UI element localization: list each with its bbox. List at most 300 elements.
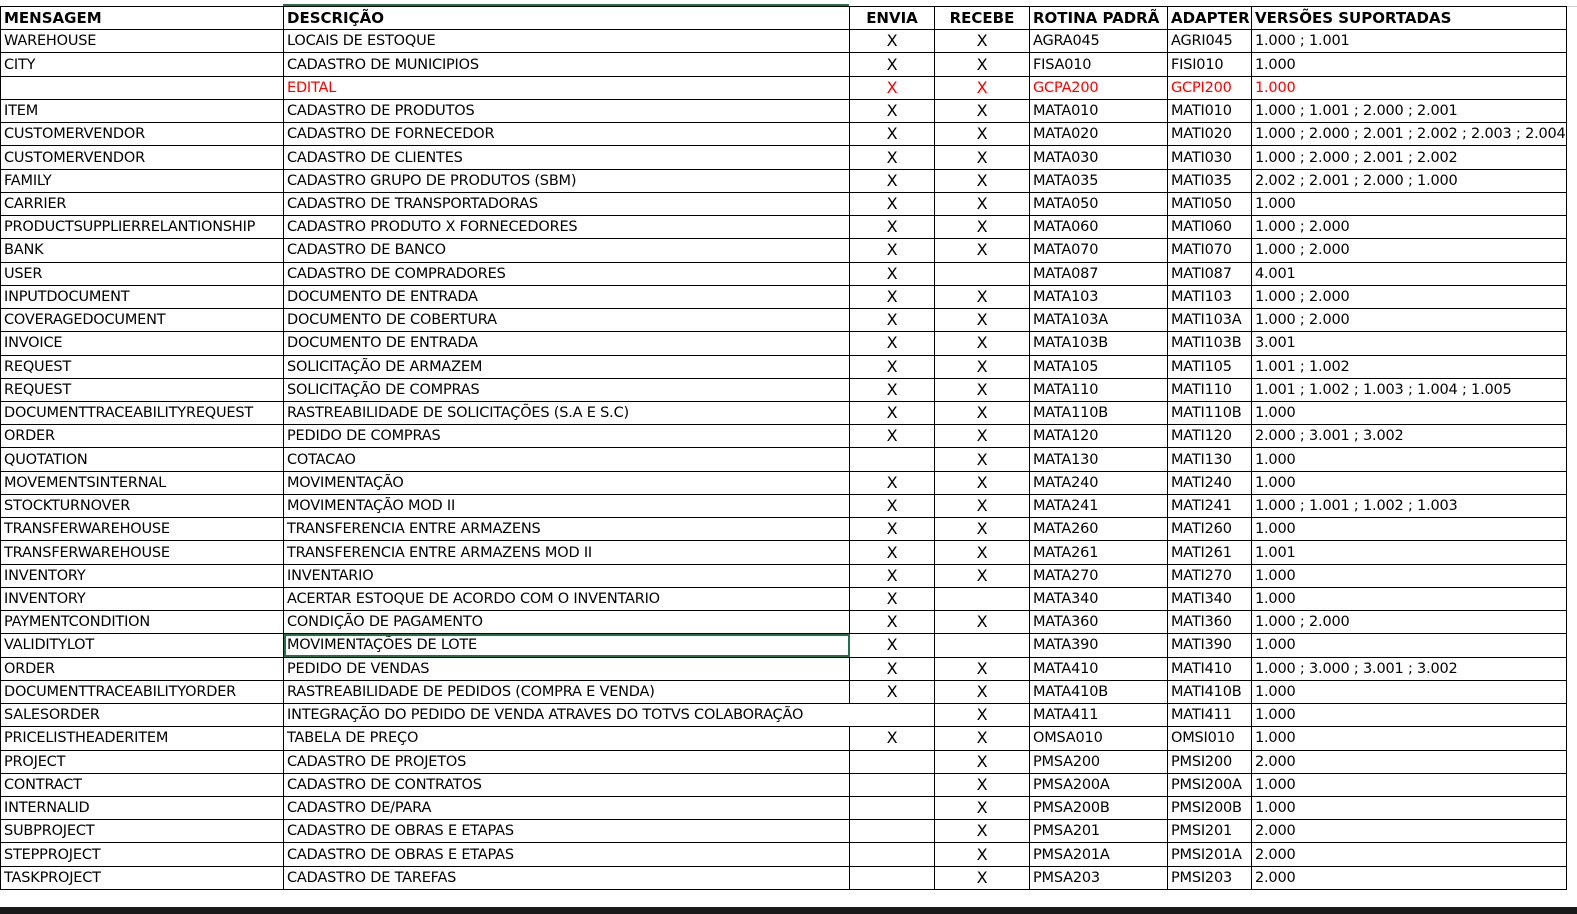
cell-envia[interactable]: [850, 820, 935, 843]
table-row: [1, 750, 1567, 773]
cell-mensagem[interactable]: STOCKTURNOVER: [1, 494, 284, 517]
cell-rotina[interactable]: PMSA201A: [1030, 843, 1168, 866]
cell-rotina[interactable]: MATA087: [1030, 262, 1168, 285]
cell-descricao[interactable]: PEDIDO DE VENDAS: [284, 657, 850, 680]
cell-rotina[interactable]: MATA261: [1030, 541, 1168, 564]
table-row: [1, 657, 1567, 680]
cell-envia[interactable]: X: [850, 425, 935, 448]
table-row: [1, 285, 1567, 308]
cell-recebe[interactable]: X: [935, 99, 1030, 122]
cell-rotina[interactable]: PMSA200B: [1030, 796, 1168, 819]
cell-versoes[interactable]: 3.001: [1252, 332, 1567, 355]
cell-mensagem[interactable]: INTERNALID: [1, 796, 284, 819]
cell-envia[interactable]: X: [850, 309, 935, 332]
cell-rotina[interactable]: MATA103: [1030, 285, 1168, 308]
cell-adapter[interactable]: MATI103A: [1168, 309, 1252, 332]
cell-adapter[interactable]: PMSI200: [1168, 750, 1252, 773]
cell-versoes[interactable]: 1.000 ; 3.000 ; 3.001 ; 3.002: [1252, 657, 1567, 680]
cell-versoes[interactable]: 1.000: [1252, 471, 1567, 494]
cell-envia[interactable]: X: [850, 471, 935, 494]
table-row: [1, 169, 1567, 192]
cell-rotina[interactable]: MATA410B: [1030, 680, 1168, 703]
cell-adapter[interactable]: GCPI200: [1168, 76, 1252, 99]
cell-envia[interactable]: X: [850, 564, 935, 587]
cell-recebe[interactable]: X: [935, 76, 1030, 99]
cell-mensagem[interactable]: REQUEST: [1, 355, 284, 378]
cell-rotina[interactable]: MATA050: [1030, 192, 1168, 215]
cell-descricao[interactable]: INTEGRAÇÃO DO PEDIDO DE VENDA ATRAVES DO TOTVS COLABORAÇÃO: [284, 704, 850, 727]
table-row: [1, 53, 1567, 76]
cell-versoes[interactable]: 2.000: [1252, 750, 1567, 773]
cell-mensagem[interactable]: CITY: [1, 53, 284, 76]
cell-descricao[interactable]: DOCUMENTO DE ENTRADA: [284, 332, 850, 355]
cell-recebe[interactable]: X: [935, 704, 1030, 727]
table-row: [1, 216, 1567, 239]
cell-adapter[interactable]: MATI070: [1168, 239, 1252, 262]
cell-envia[interactable]: X: [850, 216, 935, 239]
cell-versoes[interactable]: 1.000: [1252, 773, 1567, 796]
cell-descricao[interactable]: DOCUMENTO DE ENTRADA: [284, 285, 850, 308]
table-row: [1, 401, 1567, 424]
table-row: [1, 448, 1567, 471]
cell-rotina[interactable]: MATA103B: [1030, 332, 1168, 355]
cell-descricao[interactable]: CADASTRO DE CLIENTES: [284, 146, 850, 169]
cell-recebe[interactable]: X: [935, 309, 1030, 332]
cell-versoes[interactable]: 2.000: [1252, 843, 1567, 866]
cell-adapter[interactable]: FISI010: [1168, 53, 1252, 76]
cell-descricao[interactable]: CADASTRO DE PROJETOS: [284, 750, 850, 773]
cell-versoes[interactable]: 1.000: [1252, 401, 1567, 424]
cell-mensagem[interactable]: PROJECT: [1, 750, 284, 773]
cell-descricao[interactable]: CADASTRO DE FORNECEDOR: [284, 123, 850, 146]
cell-envia[interactable]: X: [850, 30, 935, 53]
cell-recebe[interactable]: X: [935, 471, 1030, 494]
cell-descricao[interactable]: CADASTRO DE PRODUTOS: [284, 99, 850, 122]
cell-envia[interactable]: [850, 750, 935, 773]
cell-mensagem[interactable]: INVENTORY: [1, 564, 284, 587]
cell-recebe[interactable]: X: [935, 355, 1030, 378]
cell-recebe[interactable]: X: [935, 727, 1030, 750]
cell-mensagem[interactable]: USER: [1, 262, 284, 285]
cell-mensagem[interactable]: QUOTATION: [1, 448, 284, 471]
cell-descricao[interactable]: SOLICITAÇÃO DE ARMAZEM: [284, 355, 850, 378]
table-row: [1, 773, 1567, 796]
cell-envia[interactable]: X: [850, 146, 935, 169]
bottom-edge: [0, 907, 1577, 914]
cell-adapter[interactable]: PMSI201A: [1168, 843, 1252, 866]
cell-envia[interactable]: X: [850, 518, 935, 541]
cell-mensagem[interactable]: FAMILY: [1, 169, 284, 192]
cell-mensagem[interactable]: CONTRACT: [1, 773, 284, 796]
cell-descricao[interactable]: CADASTRO DE OBRAS E ETAPAS: [284, 843, 850, 866]
table-row: [1, 332, 1567, 355]
table-row: [1, 541, 1567, 564]
cell-versoes[interactable]: 2.000: [1252, 820, 1567, 843]
cell-rotina[interactable]: MATA270: [1030, 564, 1168, 587]
cell-envia[interactable]: X: [850, 76, 935, 99]
cell-adapter[interactable]: MATI103B: [1168, 332, 1252, 355]
cell-adapter[interactable]: MATI087: [1168, 262, 1252, 285]
spreadsheet-grid[interactable]: [0, 6, 1567, 890]
table-row: [1, 146, 1567, 169]
cell-adapter[interactable]: AGRI045: [1168, 30, 1252, 53]
cell-mensagem[interactable]: PRODUCTSUPPLIERRELANTIONSHIP: [1, 216, 284, 239]
cell-recebe[interactable]: X: [935, 425, 1030, 448]
cell-descricao[interactable]: CADASTRO PRODUTO X FORNECEDORES: [284, 216, 850, 239]
cell-recebe[interactable]: [935, 587, 1030, 610]
cell-versoes[interactable]: 1.000: [1252, 192, 1567, 215]
cell-rotina[interactable]: MATA010: [1030, 99, 1168, 122]
cell-versoes[interactable]: 4.001: [1252, 262, 1567, 285]
cell-adapter[interactable]: MATI411: [1168, 704, 1252, 727]
cell-recebe[interactable]: X: [935, 169, 1030, 192]
table-row: [1, 309, 1567, 332]
cell-recebe[interactable]: X: [935, 564, 1030, 587]
cell-recebe[interactable]: X: [935, 820, 1030, 843]
cell-recebe[interactable]: [935, 634, 1030, 657]
cell-mensagem[interactable]: TASKPROJECT: [1, 866, 284, 889]
cell-versoes[interactable]: 1.000: [1252, 76, 1567, 99]
table-row: [1, 192, 1567, 215]
cell-adapter[interactable]: MATI360: [1168, 611, 1252, 634]
header-versoes[interactable]: VERSÕES SUPORTADAS: [1252, 7, 1567, 30]
cell-recebe[interactable]: X: [935, 541, 1030, 564]
cell-rotina[interactable]: MATA411: [1030, 704, 1168, 727]
cell-mensagem[interactable]: VALIDITYLOT: [1, 634, 284, 657]
cell-mensagem[interactable]: ORDER: [1, 657, 284, 680]
table-row: [1, 123, 1567, 146]
cell-recebe[interactable]: X: [935, 239, 1030, 262]
cell-recebe[interactable]: X: [935, 680, 1030, 703]
header-adapter[interactable]: ADAPTER: [1168, 7, 1252, 30]
cell-envia[interactable]: [850, 773, 935, 796]
cell-rotina[interactable]: MATA110B: [1030, 401, 1168, 424]
cell-envia[interactable]: X: [850, 378, 935, 401]
cell-descricao[interactable]: ACERTAR ESTOQUE DE ACORDO COM O INVENTARIO: [284, 587, 850, 610]
cell-versoes[interactable]: 1.000 ; 1.001 ; 2.000 ; 2.001: [1252, 99, 1567, 122]
cell-rotina[interactable]: FISA010: [1030, 53, 1168, 76]
cell-adapter[interactable]: PMSI200A: [1168, 773, 1252, 796]
cell-descricao[interactable]: INVENTARIO: [284, 564, 850, 587]
cell-adapter[interactable]: PMSI200B: [1168, 796, 1252, 819]
cell-descricao[interactable]: COTACAO: [284, 448, 850, 471]
cell-recebe[interactable]: X: [935, 285, 1030, 308]
table-row: [1, 680, 1567, 703]
cell-rotina[interactable]: MATA120: [1030, 425, 1168, 448]
cell-descricao[interactable]: TRANSFERENCIA ENTRE ARMAZENS: [284, 518, 850, 541]
cell-descricao[interactable]: CADASTRO GRUPO DE PRODUTOS (SBM): [284, 169, 850, 192]
cell-rotina[interactable]: PMSA200: [1030, 750, 1168, 773]
cell-versoes[interactable]: 1.000 ; 2.000 ; 2.001 ; 2.002: [1252, 146, 1567, 169]
cell-envia[interactable]: X: [850, 332, 935, 355]
cell-mensagem[interactable]: WAREHOUSE: [1, 30, 284, 53]
cell-versoes[interactable]: 1.000: [1252, 564, 1567, 587]
header-descricao[interactable]: DESCRIÇÃO: [284, 7, 850, 30]
table-row: [1, 796, 1567, 819]
cell-rotina[interactable]: OMSA010: [1030, 727, 1168, 750]
cell-envia[interactable]: X: [850, 657, 935, 680]
cell-mensagem[interactable]: TRANSFERWAREHOUSE: [1, 541, 284, 564]
cell-rotina[interactable]: AGRA045: [1030, 30, 1168, 53]
cell-envia[interactable]: [850, 843, 935, 866]
cell-envia[interactable]: X: [850, 727, 935, 750]
cell-descricao[interactable]: CADASTRO DE COMPRADORES: [284, 262, 850, 285]
table-row: [1, 843, 1567, 866]
table-row: [1, 425, 1567, 448]
cell-descricao[interactable]: CADASTRO DE/PARA: [284, 796, 850, 819]
cell-versoes[interactable]: 2.000: [1252, 866, 1567, 889]
cell-recebe[interactable]: X: [935, 332, 1030, 355]
cell-adapter[interactable]: MATI240: [1168, 471, 1252, 494]
cell-recebe[interactable]: X: [935, 866, 1030, 889]
cell-adapter[interactable]: MATI110: [1168, 378, 1252, 401]
cell-descricao[interactable]: MOVIMENTAÇÃO MOD II: [284, 494, 850, 517]
cell-descricao[interactable]: RASTREABILIDADE DE PEDIDOS (COMPRA E VENDA): [284, 680, 850, 703]
cell-mensagem[interactable]: STEPPROJECT: [1, 843, 284, 866]
cell-adapter[interactable]: MATI010: [1168, 99, 1252, 122]
cell-envia[interactable]: X: [850, 611, 935, 634]
cell-rotina[interactable]: MATA020: [1030, 123, 1168, 146]
cell-envia[interactable]: X: [850, 680, 935, 703]
cell-recebe[interactable]: X: [935, 53, 1030, 76]
cell-descricao[interactable]: CONDIÇÃO DE PAGAMENTO: [284, 611, 850, 634]
cell-adapter[interactable]: MATI105: [1168, 355, 1252, 378]
table-row: [1, 471, 1567, 494]
cell-descricao[interactable]: MOVIMENTAÇÃO: [284, 471, 850, 494]
cell-recebe[interactable]: X: [935, 378, 1030, 401]
cell-adapter[interactable]: MATI103: [1168, 285, 1252, 308]
cell-adapter[interactable]: MATI060: [1168, 216, 1252, 239]
cell-rotina[interactable]: MATA103A: [1030, 309, 1168, 332]
cell-rotina[interactable]: MATA110: [1030, 378, 1168, 401]
cell-adapter[interactable]: MATI120: [1168, 425, 1252, 448]
cell-rotina[interactable]: MATA060: [1030, 216, 1168, 239]
cell-rotina[interactable]: PMSA201: [1030, 820, 1168, 843]
cell-rotina[interactable]: PMSA200A: [1030, 773, 1168, 796]
cell-versoes[interactable]: 1.000: [1252, 448, 1567, 471]
header-row: [1, 7, 1567, 30]
cell-versoes[interactable]: 1.000: [1252, 680, 1567, 703]
cell-envia[interactable]: [850, 704, 935, 727]
cell-mensagem[interactable]: CUSTOMERVENDOR: [1, 123, 284, 146]
cell-adapter[interactable]: MATI410: [1168, 657, 1252, 680]
cell-mensagem[interactable]: DOCUMENTTRACEABILITYORDER: [1, 680, 284, 703]
cell-versoes[interactable]: 1.000 ; 2.000 ; 2.001 ; 2.002 ; 2.003 ; 2.004: [1252, 123, 1567, 146]
cell-recebe[interactable]: X: [935, 518, 1030, 541]
cell-versoes[interactable]: 1.000 ; 1.001 ; 1.002 ; 1.003: [1252, 494, 1567, 517]
cell-recebe[interactable]: X: [935, 773, 1030, 796]
cell-mensagem[interactable]: INPUTDOCUMENT: [1, 285, 284, 308]
cell-envia[interactable]: X: [850, 262, 935, 285]
cell-envia[interactable]: X: [850, 285, 935, 308]
cell-recebe[interactable]: X: [935, 123, 1030, 146]
cell-versoes[interactable]: 1.001 ; 1.002 ; 1.003 ; 1.004 ; 1.005: [1252, 378, 1567, 401]
cell-adapter[interactable]: PMSI201: [1168, 820, 1252, 843]
cell-recebe[interactable]: [935, 262, 1030, 285]
cell-adapter[interactable]: MATI260: [1168, 518, 1252, 541]
cell-versoes[interactable]: 1.000 ; 2.000: [1252, 309, 1567, 332]
cell-versoes[interactable]: 1.000 ; 2.000: [1252, 285, 1567, 308]
cell-descricao[interactable]: CADASTRO DE TRANSPORTADORAS: [284, 192, 850, 215]
cell-versoes[interactable]: 1.000: [1252, 727, 1567, 750]
cell-mensagem[interactable]: PAYMENTCONDITION: [1, 611, 284, 634]
cell-adapter[interactable]: OMSI010: [1168, 727, 1252, 750]
cell-recebe[interactable]: X: [935, 146, 1030, 169]
cell-envia[interactable]: [850, 866, 935, 889]
cell-recebe[interactable]: X: [935, 494, 1030, 517]
cell-descricao[interactable]: CADASTRO DE TAREFAS: [284, 866, 850, 889]
cell-versoes[interactable]: 1.000: [1252, 796, 1567, 819]
cell-descricao[interactable]: CADASTRO DE CONTRATOS: [284, 773, 850, 796]
cell-rotina[interactable]: MATA241: [1030, 494, 1168, 517]
cell-rotina[interactable]: MATA070: [1030, 239, 1168, 262]
cell-mensagem[interactable]: PRICELISTHEADERITEM: [1, 727, 284, 750]
cell-versoes[interactable]: 1.000: [1252, 704, 1567, 727]
cell-recebe[interactable]: X: [935, 192, 1030, 215]
table-row: [1, 76, 1567, 99]
cell-mensagem[interactable]: TRANSFERWAREHOUSE: [1, 518, 284, 541]
cell-recebe[interactable]: X: [935, 611, 1030, 634]
cell-descricao[interactable]: CADASTRO DE OBRAS E ETAPAS: [284, 820, 850, 843]
table-row: [1, 587, 1567, 610]
cell-versoes[interactable]: 1.000: [1252, 587, 1567, 610]
cell-versoes[interactable]: 1.000 ; 2.000: [1252, 216, 1567, 239]
cell-versoes[interactable]: 1.001 ; 1.002: [1252, 355, 1567, 378]
cell-mensagem[interactable]: DOCUMENTTRACEABILITYREQUEST: [1, 401, 284, 424]
cell-adapter[interactable]: MATI261: [1168, 541, 1252, 564]
cell-versoes[interactable]: 1.000 ; 2.000: [1252, 611, 1567, 634]
cell-versoes[interactable]: 1.001: [1252, 541, 1567, 564]
cell-adapter[interactable]: MATI241: [1168, 494, 1252, 517]
table-row: [1, 518, 1567, 541]
cell-rotina[interactable]: MATA240: [1030, 471, 1168, 494]
cell-rotina[interactable]: PMSA203: [1030, 866, 1168, 889]
cell-adapter[interactable]: MATI035: [1168, 169, 1252, 192]
cell-adapter[interactable]: MATI270: [1168, 564, 1252, 587]
header-rotina[interactable]: ROTINA PADRÃ: [1030, 7, 1168, 30]
cell-descricao[interactable]: MOVIMENTAÇÕES DE LOTE: [284, 634, 850, 657]
cell-descricao[interactable]: DOCUMENTO DE COBERTURA: [284, 309, 850, 332]
cell-recebe[interactable]: X: [935, 796, 1030, 819]
header-mensagem[interactable]: MENSAGEM: [1, 7, 284, 30]
cell-versoes[interactable]: 1.000: [1252, 518, 1567, 541]
cell-mensagem[interactable]: [1, 76, 284, 99]
cell-adapter[interactable]: MATI110B: [1168, 401, 1252, 424]
cell-mensagem[interactable]: CUSTOMERVENDOR: [1, 146, 284, 169]
cell-versoes[interactable]: 2.000 ; 3.001 ; 3.002: [1252, 425, 1567, 448]
cell-mensagem[interactable]: SUBPROJECT: [1, 820, 284, 843]
cell-envia[interactable]: X: [850, 355, 935, 378]
cell-envia[interactable]: [850, 796, 935, 819]
cell-adapter[interactable]: MATI390: [1168, 634, 1252, 657]
cell-descricao[interactable]: TABELA DE PREÇO: [284, 727, 850, 750]
cell-descricao[interactable]: EDITAL: [284, 76, 850, 99]
cell-versoes[interactable]: 1.000 ; 2.000: [1252, 239, 1567, 262]
cell-envia[interactable]: X: [850, 192, 935, 215]
cell-envia[interactable]: [850, 448, 935, 471]
cell-mensagem[interactable]: CARRIER: [1, 192, 284, 215]
table-row: [1, 30, 1567, 53]
cell-rotina[interactable]: MATA340: [1030, 587, 1168, 610]
cell-mensagem[interactable]: INVOICE: [1, 332, 284, 355]
cell-versoes[interactable]: 1.000: [1252, 634, 1567, 657]
cell-rotina[interactable]: MATA260: [1030, 518, 1168, 541]
cell-envia[interactable]: X: [850, 587, 935, 610]
table-row: [1, 727, 1567, 750]
cell-recebe[interactable]: X: [935, 843, 1030, 866]
cell-rotina[interactable]: MATA035: [1030, 169, 1168, 192]
header-envia[interactable]: ENVIA: [850, 7, 935, 30]
cell-rotina[interactable]: MATA390: [1030, 634, 1168, 657]
cell-mensagem[interactable]: SALESORDER: [1, 704, 284, 727]
cell-mensagem[interactable]: BANK: [1, 239, 284, 262]
cell-adapter[interactable]: MATI020: [1168, 123, 1252, 146]
cell-adapter[interactable]: MATI410B: [1168, 680, 1252, 703]
cell-mensagem[interactable]: REQUEST: [1, 378, 284, 401]
cell-rotina[interactable]: MATA105: [1030, 355, 1168, 378]
messages-table: [0, 6, 1567, 890]
cell-recebe[interactable]: X: [935, 750, 1030, 773]
cell-envia[interactable]: X: [850, 634, 935, 657]
cell-descricao[interactable]: CADASTRO DE BANCO: [284, 239, 850, 262]
cell-rotina[interactable]: MATA410: [1030, 657, 1168, 680]
cell-recebe[interactable]: X: [935, 657, 1030, 680]
cell-descricao[interactable]: SOLICITAÇÃO DE COMPRAS: [284, 378, 850, 401]
cell-adapter[interactable]: MATI030: [1168, 146, 1252, 169]
cell-adapter[interactable]: PMSI203: [1168, 866, 1252, 889]
cell-descricao[interactable]: PEDIDO DE COMPRAS: [284, 425, 850, 448]
cell-envia[interactable]: X: [850, 99, 935, 122]
cell-envia[interactable]: X: [850, 494, 935, 517]
cell-descricao[interactable]: LOCAIS DE ESTOQUE: [284, 30, 850, 53]
cell-descricao[interactable]: TRANSFERENCIA ENTRE ARMAZENS MOD II: [284, 541, 850, 564]
cell-descricao[interactable]: RASTREABILIDADE DE SOLICITAÇÕES (S.A E S.C): [284, 401, 850, 424]
cell-rotina[interactable]: MATA130: [1030, 448, 1168, 471]
cell-mensagem[interactable]: ORDER: [1, 425, 284, 448]
cell-rotina[interactable]: GCPA200: [1030, 76, 1168, 99]
cell-recebe[interactable]: X: [935, 448, 1030, 471]
cell-mensagem[interactable]: COVERAGEDOCUMENT: [1, 309, 284, 332]
cell-recebe[interactable]: X: [935, 216, 1030, 239]
cell-recebe[interactable]: X: [935, 30, 1030, 53]
cell-adapter[interactable]: MATI050: [1168, 192, 1252, 215]
cell-envia[interactable]: X: [850, 123, 935, 146]
cell-rotina[interactable]: MATA360: [1030, 611, 1168, 634]
cell-recebe[interactable]: X: [935, 401, 1030, 424]
cell-versoes[interactable]: 1.000 ; 1.001: [1252, 30, 1567, 53]
header-recebe[interactable]: RECEBE: [935, 7, 1030, 30]
table-row: [1, 611, 1567, 634]
cell-adapter[interactable]: MATI340: [1168, 587, 1252, 610]
cell-envia[interactable]: X: [850, 53, 935, 76]
cell-rotina[interactable]: MATA030: [1030, 146, 1168, 169]
cell-envia[interactable]: X: [850, 239, 935, 262]
cell-mensagem[interactable]: MOVEMENTSINTERNAL: [1, 471, 284, 494]
cell-mensagem[interactable]: INVENTORY: [1, 587, 284, 610]
cell-mensagem[interactable]: ITEM: [1, 99, 284, 122]
cell-envia[interactable]: X: [850, 401, 935, 424]
table-row: [1, 564, 1567, 587]
cell-envia[interactable]: X: [850, 169, 935, 192]
cell-versoes[interactable]: 1.000: [1252, 53, 1567, 76]
cell-descricao[interactable]: CADASTRO DE MUNICIPIOS: [284, 53, 850, 76]
table-row: [1, 378, 1567, 401]
cell-envia[interactable]: X: [850, 541, 935, 564]
table-row: [1, 704, 1567, 727]
table-row: [1, 262, 1567, 285]
cell-adapter[interactable]: MATI130: [1168, 448, 1252, 471]
cell-versoes[interactable]: 2.002 ; 2.001 ; 2.000 ; 1.000: [1252, 169, 1567, 192]
